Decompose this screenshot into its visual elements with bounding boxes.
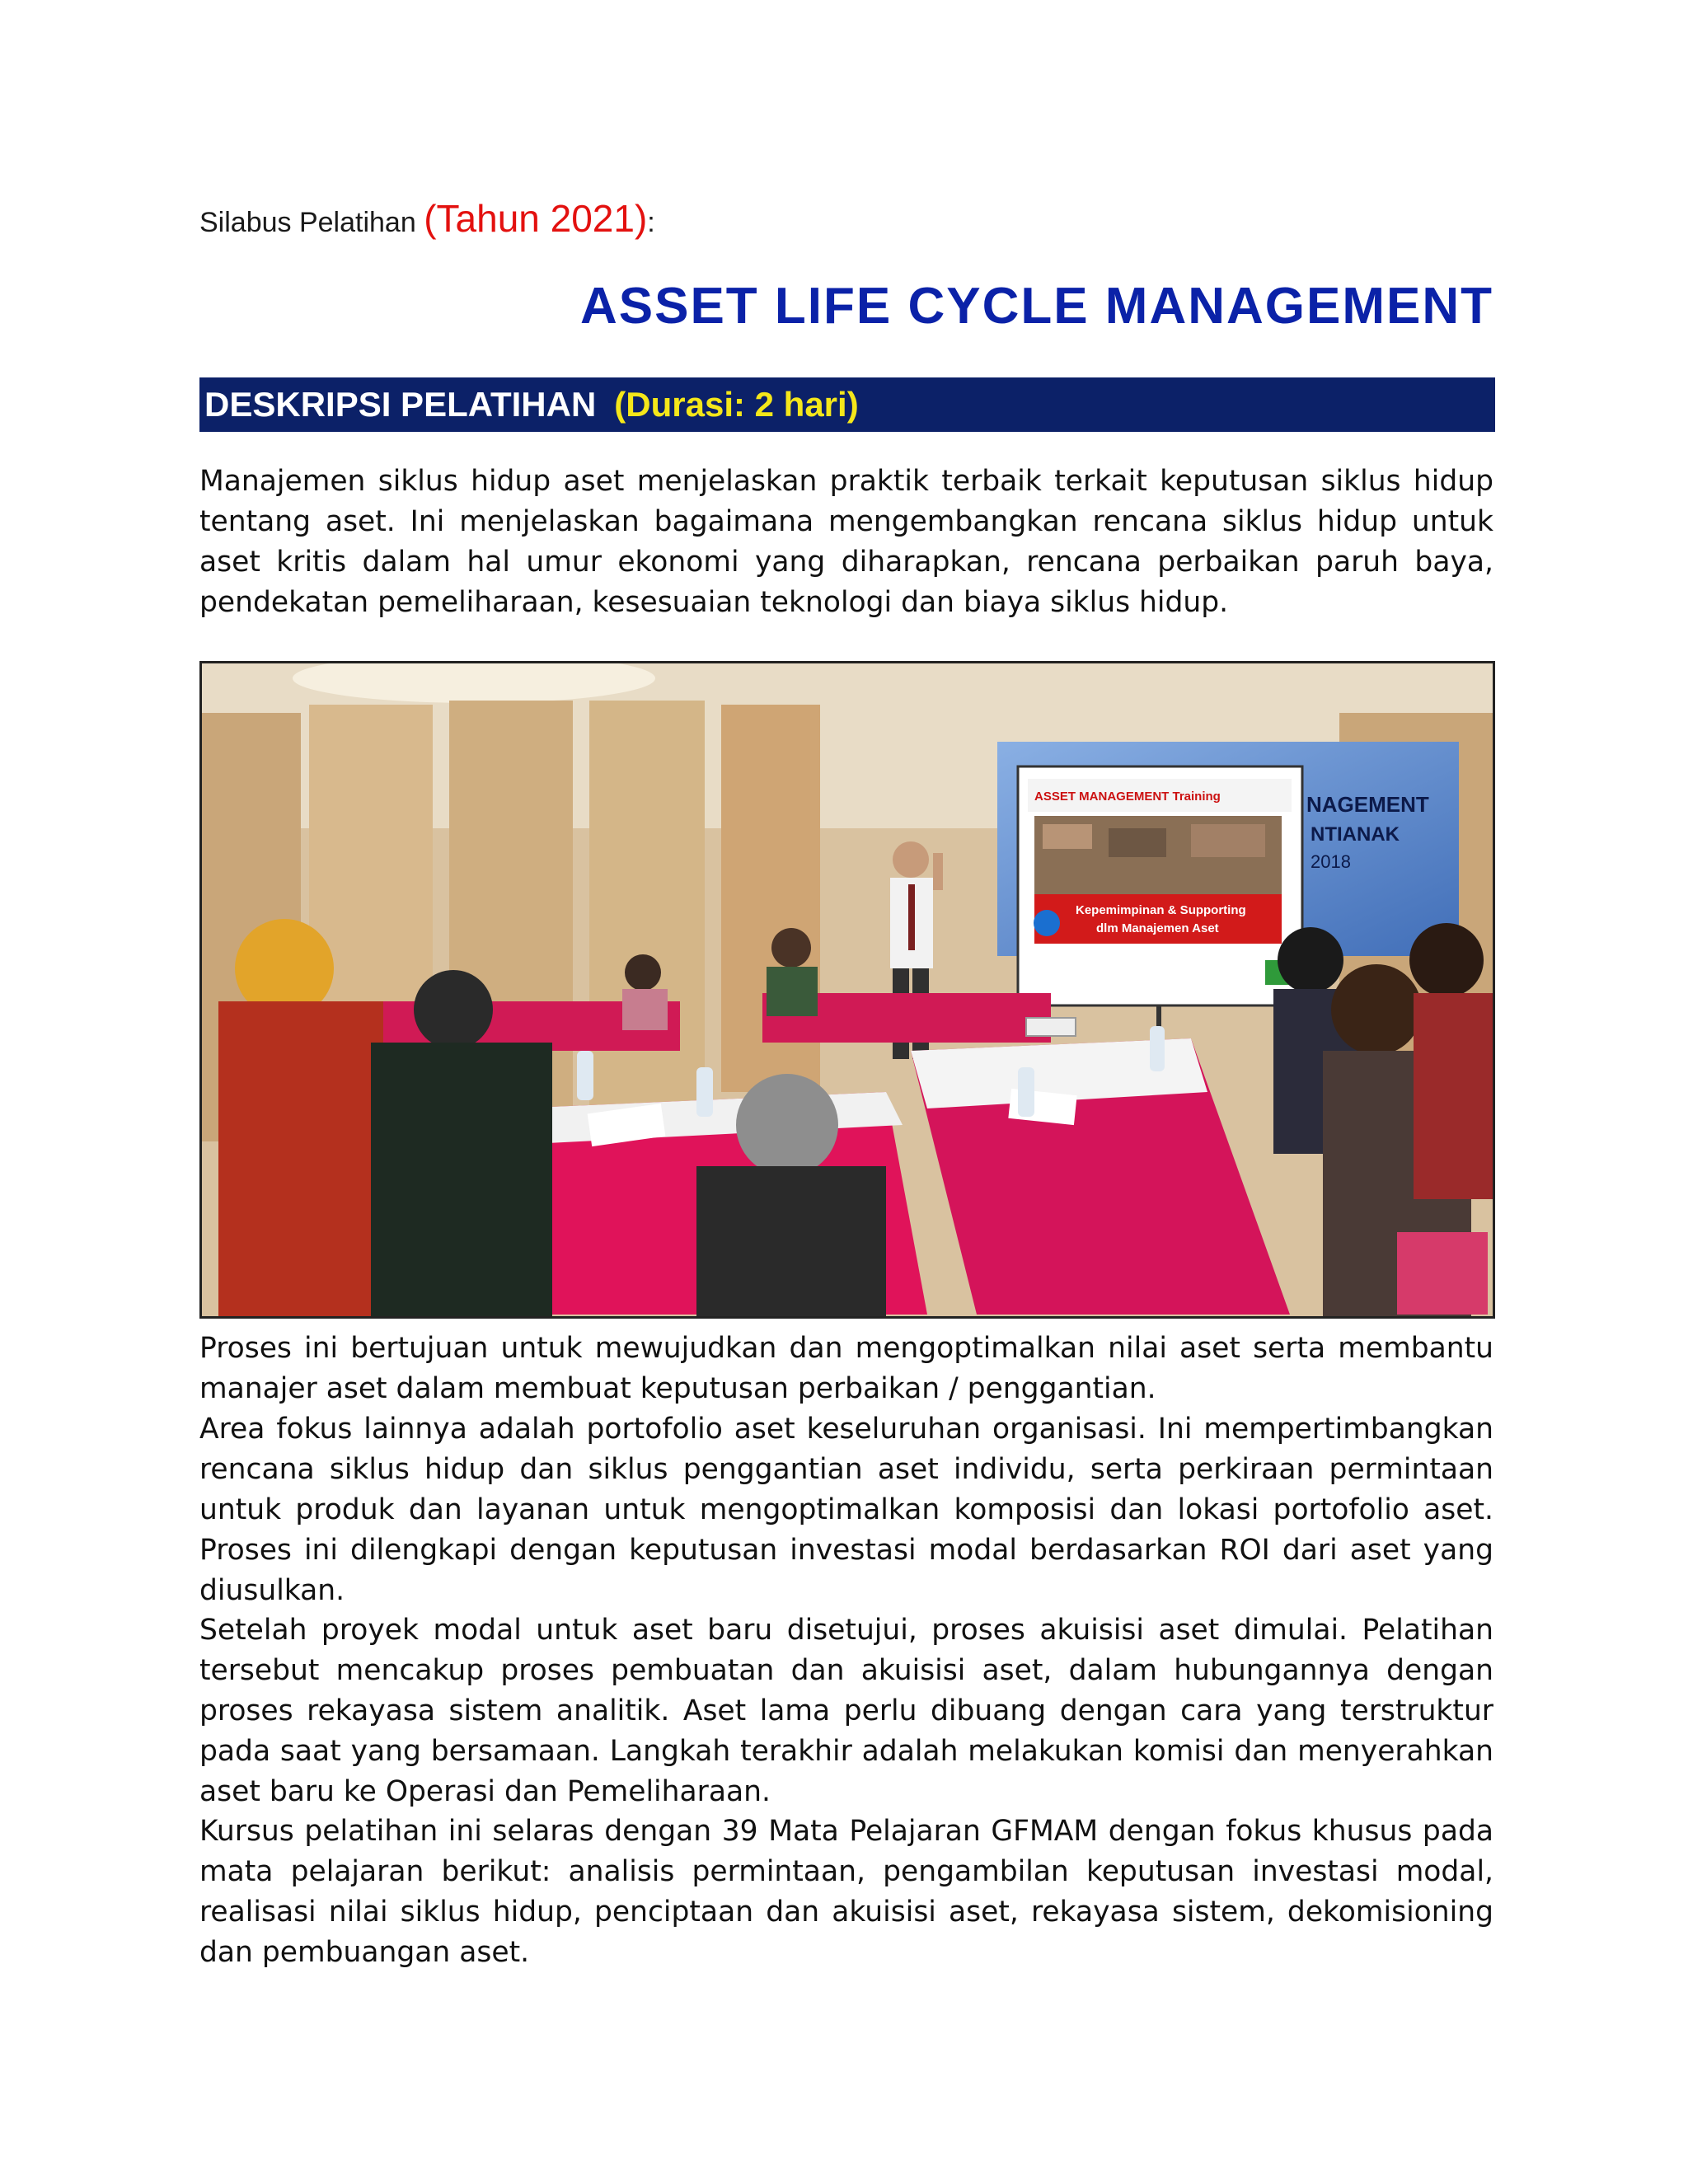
intro-paragraph: Manajemen siklus hidup aset menjelaskan praktik terbaik terkait keputusan siklus hidup tentang aset. Ini menjelaskan bagaimana mengembangkan rencana siklus hidup untuk aset kritis dalam hal umur ekonomi yang diharapkan, rencana perbaikan paruh baya, pendekatan pemeliharaan, kesesuaian teknologi dan biaya siklus hidup. — [199, 465, 1493, 619]
eyebrow-colon: : — [647, 207, 655, 238]
document-title: ASSET LIFE CYCLE MANAGEMENT — [579, 278, 1493, 335]
section-header-bar — [199, 377, 1495, 432]
body-paragraph-3: Setelah proyek modal untuk aset baru disetujui, proses akuisisi aset dimulai. Pelatihan tersebut mencakup proses pembuatan dan akuisisi aset, dalam hubungannya dengan proses rekayasa sistem analitik. Aset lama perlu dibuang dengan cara yang terstruktur pada saat yang bersamaan. Langkah terakhir adalah melakukan komisi dan menyerahkan aset baru ke Operasi dan Pemeliharaan. — [199, 1614, 1493, 1808]
body-paragraph-4: Kursus pelatihan ini selaras dengan 39 Mata Pelajaran GFMAM dengan fokus khusus pada mata pelajaran berikut: analisis permintaan, pengambilan keputusan investasi modal, realisasi nilai siklus hidup, penciptaan dan akuisisi aset, rekayasa sistem, dekomisioning dan pembuangan aset. — [199, 1815, 1493, 1969]
syllabus-eyebrow — [199, 196, 655, 241]
body-paragraph-1: Proses ini bertujuan untuk mewujudkan dan mengoptimalkan nilai aset serta membantu manajer aset dalam membuat keputusan perbaikan / penggantian. — [199, 1332, 1493, 1405]
eyebrow-label: Silabus Pelatihan — [199, 207, 416, 238]
body-paragraph-2: Area fokus lainnya adalah portofolio aset keseluruhan organisasi. Ini mempertimbangkan rencana siklus hidup dan siklus penggantian aset individu, serta perkiraan permintaan untuk produk dan layanan untuk mengoptimalkan komposisi dan lokasi portofolio aset. Proses ini dilengkapi dengan keputusan investasi modal berdasarkan ROI dari aset yang diusulkan. — [199, 1413, 1493, 1607]
training-photo — [199, 661, 1495, 1319]
section-duration: (Durasi: 2 hari) — [614, 385, 859, 424]
eyebrow-year: (Tahun 2021) — [424, 197, 648, 240]
backdrop-text-1: NAGEMENT — [1306, 792, 1429, 817]
training-photo-illustration — [202, 663, 1493, 1316]
slide-banner-line2: dlm Manajemen Aset — [1096, 921, 1219, 935]
slide-title: ASSET MANAGEMENT Training — [1034, 790, 1221, 804]
section-label: DESKRIPSI PELATIHAN — [204, 385, 597, 424]
backdrop-text-3: 2018 — [1311, 851, 1351, 872]
backdrop-text-2: NTIANAK — [1311, 823, 1400, 846]
slide-banner-line1: Kepemimpinan & Supporting — [1076, 903, 1246, 917]
